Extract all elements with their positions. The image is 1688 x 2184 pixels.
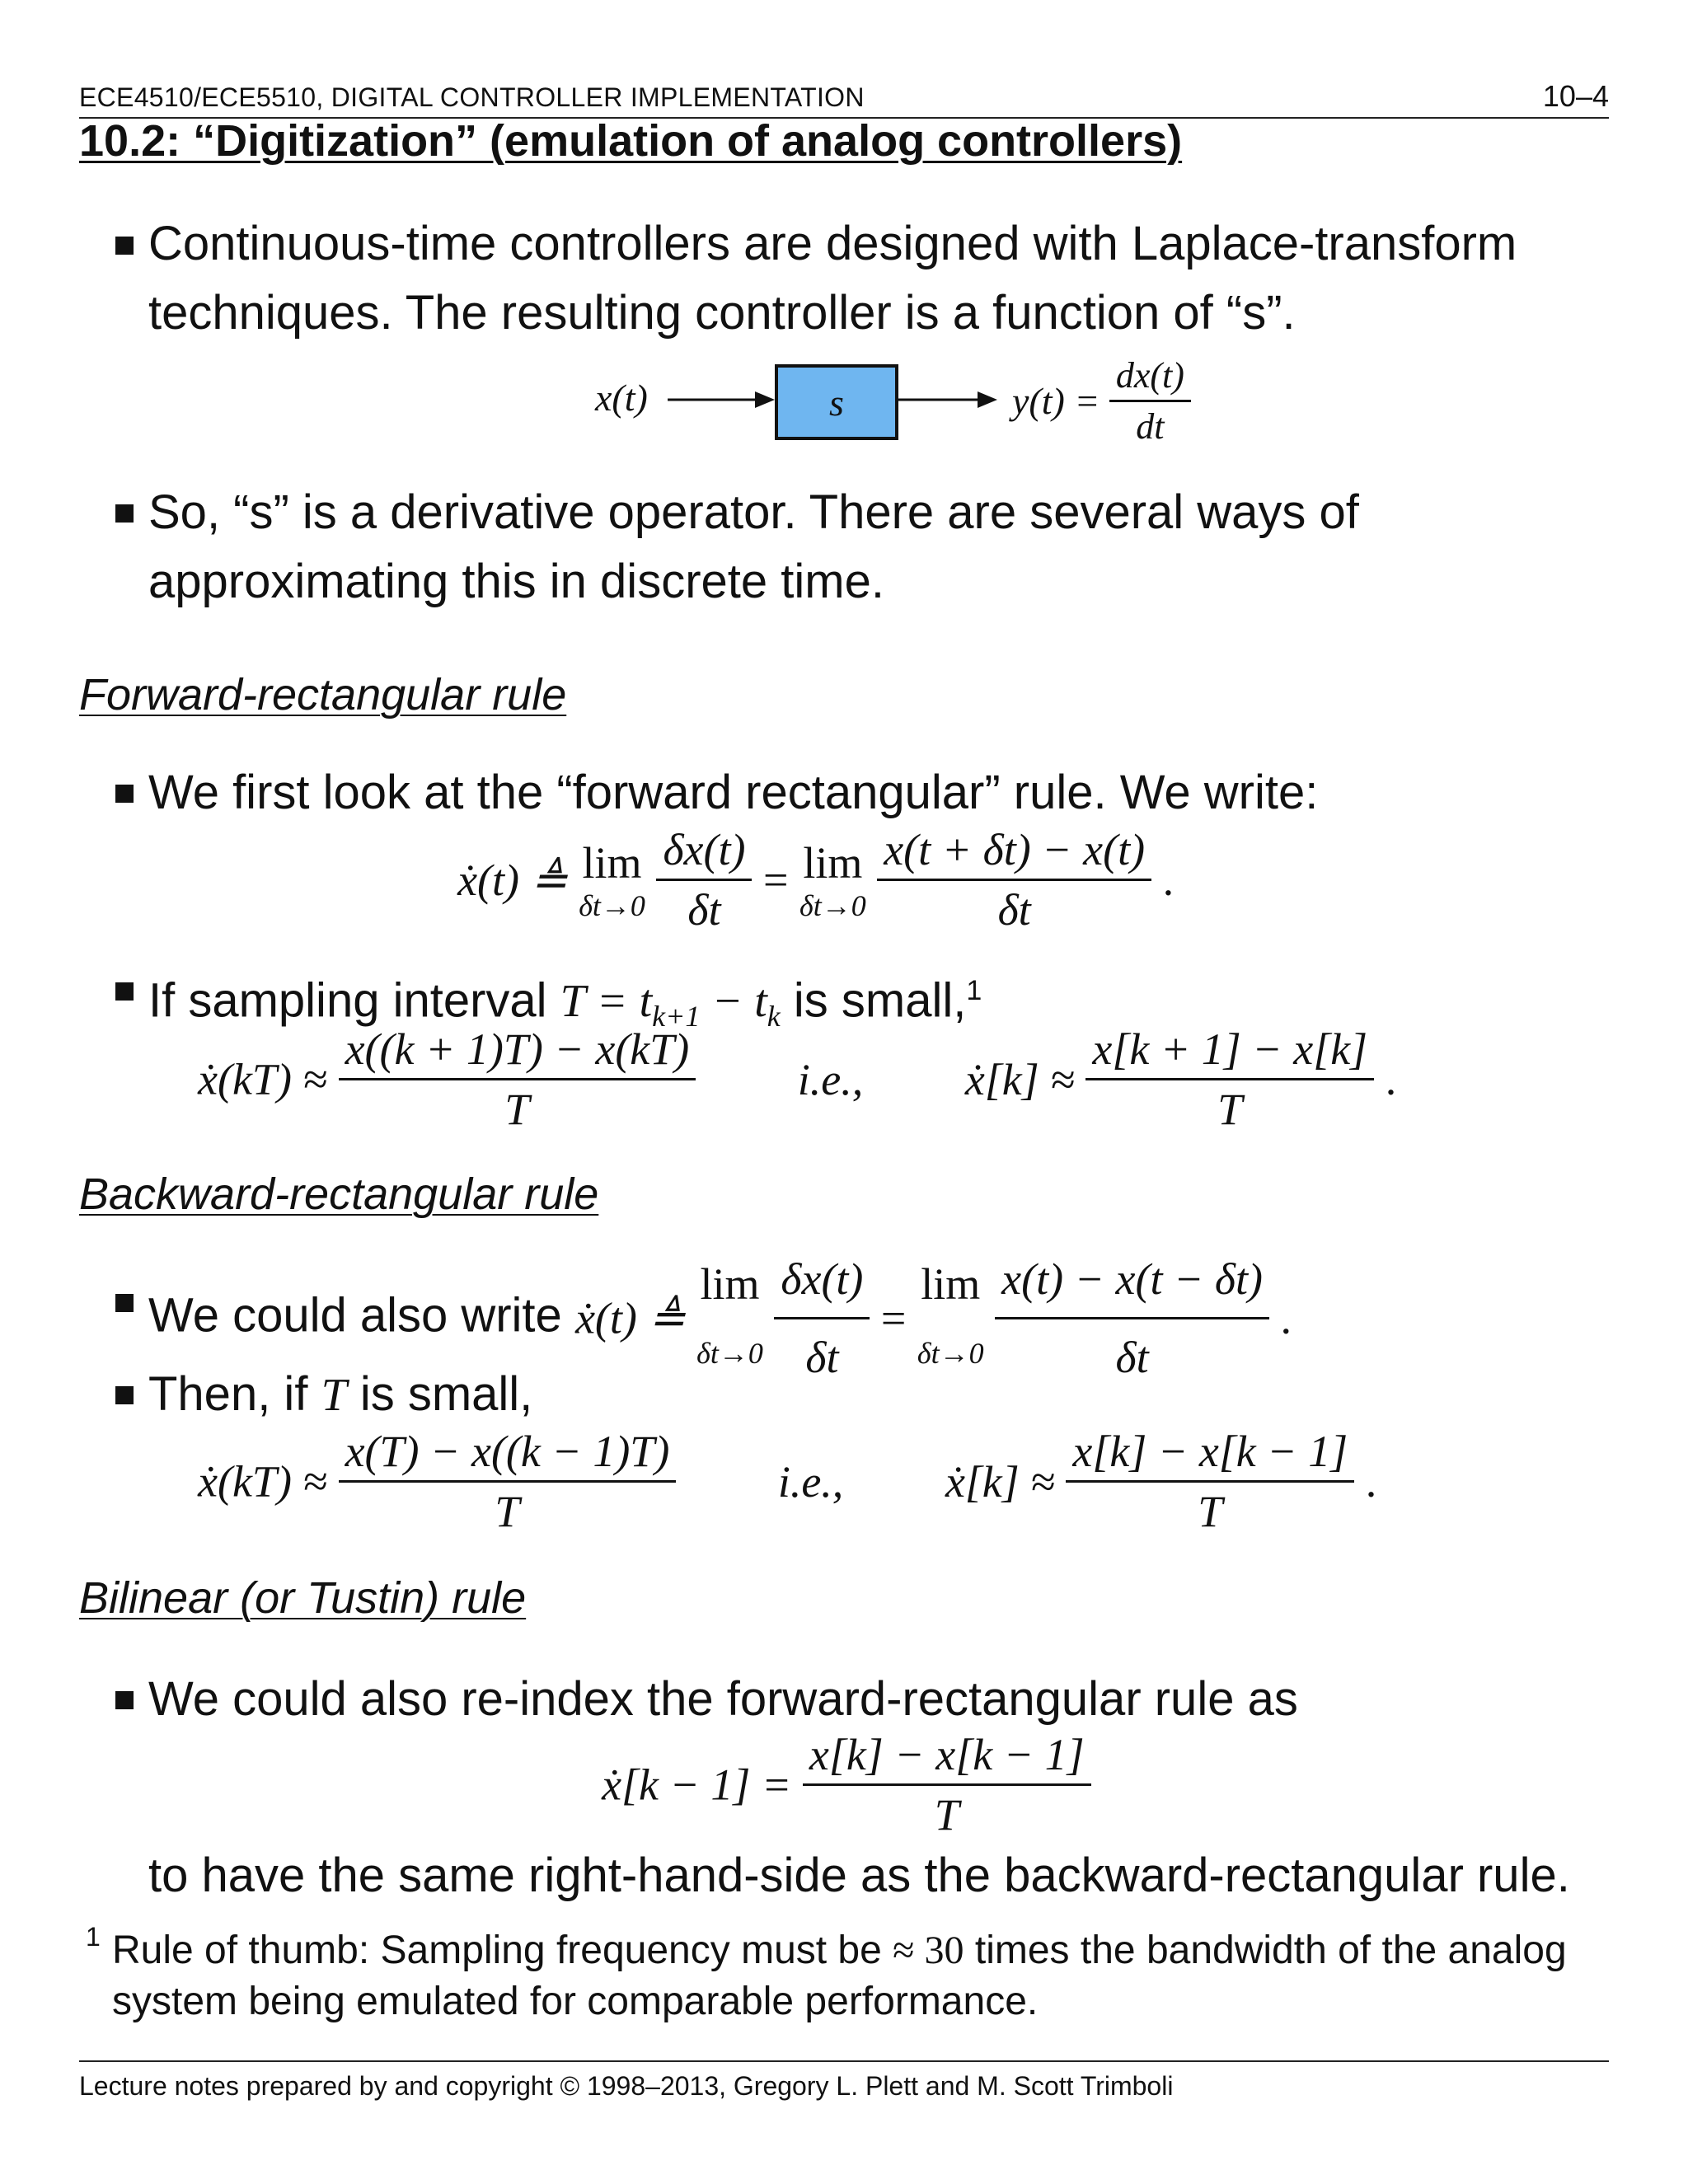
diagram-output-lhs: y(t) =: [1012, 380, 1100, 422]
section-title: 10.2: “Digitization” (emulation of analog controllers): [79, 116, 1183, 166]
limit-label: lim: [803, 837, 863, 888]
bullet-text-tail: is small,: [359, 1367, 533, 1421]
footer-copyright: Lecture notes prepared by and copyright © 1998–2013, Gregory L. Plett and M. Scott Trimboli: [79, 2071, 1174, 2101]
ie-label: i.e.,: [777, 1456, 844, 1507]
bullet-icon: [115, 1386, 134, 1404]
fraction-numerator: dx(t): [1115, 355, 1184, 396]
diagram-output: [1012, 354, 1191, 448]
bilinear-reindex-equation: [602, 1729, 1091, 1840]
bullet-icon: [115, 504, 134, 523]
fraction-numerator: x[k + 1] − x[k]: [1092, 1024, 1368, 1074]
fraction-denominator: δt: [805, 1333, 839, 1382]
backward-bullet-2: [148, 1360, 532, 1430]
footnote: [112, 1925, 1609, 2027]
equation-fraction: [656, 824, 752, 935]
limit-operator: [917, 1249, 984, 1388]
fraction-denominator: δt: [1115, 1333, 1149, 1382]
limit-operator: [799, 837, 866, 923]
fraction-denominator: T: [934, 1790, 959, 1840]
backward-approx-equation: [198, 1426, 1376, 1537]
fraction-numerator: x[k] − x[k − 1]: [809, 1730, 1085, 1779]
fraction-denominator: dt: [1136, 406, 1165, 447]
bullet-text: Then, if: [148, 1367, 308, 1421]
operator-block: [775, 364, 898, 440]
fraction-numerator: x((k + 1)T) − x(kT): [345, 1024, 690, 1074]
fraction-denominator: δt: [997, 885, 1031, 935]
equals-sign: =: [880, 1293, 907, 1343]
limit-operator: [579, 837, 645, 923]
intro-bullet-1: [148, 209, 1517, 348]
operator-block-label: s: [829, 381, 844, 424]
limit-label: lim: [921, 1258, 981, 1309]
footnote-text: times the bandwidth of the analog: [974, 1929, 1567, 1972]
footnote-text: Rule of thumb: Sampling frequency must be: [112, 1929, 882, 1972]
bullet-text: If sampling interval: [148, 973, 547, 1028]
equation-fraction: [803, 1729, 1091, 1840]
equation-fraction: [1085, 1024, 1374, 1135]
sampling-interval-symbol: T: [321, 1370, 347, 1421]
bilinear-tail-text: to have the same right-hand-side as the backward-rectangular rule.: [148, 1849, 1570, 1902]
page-number: 10–4: [1542, 79, 1609, 113]
intro-bullet-2-line-2: approximating this in discrete time.: [148, 555, 884, 608]
equation-fraction: [1066, 1426, 1354, 1537]
sampling-interval-math: $T = t_{k+1} - t_k$: [560, 976, 781, 1033]
fraction-numerator: x(t + δt) − x(t): [884, 825, 1146, 874]
limit-subscript: δt→0: [799, 888, 866, 922]
forward-bullet-1: We first look at the “forward rectangular” rule. We write:: [148, 766, 1319, 819]
equation-fraction: [995, 1244, 1269, 1392]
equation-lhs: ẋ(kT) ≈: [198, 1054, 328, 1104]
footer-divider: [79, 2060, 1609, 2062]
equation-rhs-lhs: ẋ[k] ≈: [964, 1054, 1075, 1104]
fraction-numerator: δx(t): [781, 1254, 864, 1304]
bullet-icon: [115, 982, 134, 1001]
footnote-math: ≈ 30: [893, 1929, 964, 1972]
bullet-icon: [115, 237, 134, 255]
bullet-icon: [115, 785, 134, 803]
forward-definition-equation: [457, 824, 1174, 935]
equals-sign: =: [762, 855, 789, 905]
fraction-denominator: T: [504, 1085, 530, 1134]
bullet-text: We could also write: [148, 1288, 562, 1343]
bilinear-bullet-1: We could also re-index the forward-rectangular rule as: [148, 1672, 1298, 1726]
limit-subscript: δt→0: [579, 888, 645, 922]
backward-rule-heading: Backward-rectangular rule: [79, 1169, 599, 1219]
fraction-numerator: x[k] − x[k − 1]: [1072, 1427, 1348, 1476]
limit-subscript: δt→0: [917, 1336, 984, 1370]
bullet-text-tail: is small,: [793, 973, 967, 1028]
forward-rule-heading: Forward-rectangular rule: [79, 670, 567, 719]
equation-fraction: [774, 1244, 870, 1392]
fraction-denominator: T: [1217, 1085, 1243, 1134]
equation-rhs-lhs: ẋ[k] ≈: [945, 1456, 1055, 1507]
equation-fraction: [339, 1024, 696, 1135]
equation-lhs: ẋ(t) ≜: [457, 855, 568, 905]
footnote-marker: 1: [966, 975, 982, 1006]
limit-label: lim: [700, 1258, 760, 1309]
equation-lhs: ẋ(kT) ≈: [198, 1456, 328, 1507]
equation-fraction: [877, 824, 1151, 935]
ie-label: i.e.,: [797, 1054, 864, 1104]
limit-label: lim: [582, 837, 642, 888]
fraction-numerator: x(T) − x((k − 1)T): [345, 1427, 670, 1476]
equation-period: .: [1385, 1054, 1397, 1104]
footnote-line-1: [112, 1925, 1609, 1976]
forward-approx-equation: [198, 1024, 1396, 1135]
equation-fraction: [339, 1426, 677, 1537]
limit-operator: [696, 1249, 763, 1388]
equation-lhs: ẋ[k − 1] =: [602, 1760, 792, 1810]
equation-period: .: [1365, 1456, 1377, 1507]
bilinear-rule-heading: Bilinear (or Tustin) rule: [79, 1573, 527, 1623]
intro-bullet-1-line-2: techniques. The resulting controller is a function of “s”.: [148, 286, 1296, 340]
footnote-line-2: system being emulated for comparable performance.: [112, 1980, 1039, 2023]
footnote-number: 1: [86, 1922, 101, 1952]
equation-period: .: [1162, 855, 1175, 905]
equation-lhs: ẋ(t) ≜: [574, 1293, 686, 1343]
intro-bullet-2: [148, 478, 1359, 616]
fraction-denominator: T: [1198, 1487, 1223, 1536]
intro-bullet-2-line-1: So, “s” is a derivative operator. There are several ways of: [148, 485, 1359, 539]
fraction-numerator: δx(t): [663, 825, 746, 874]
fraction-denominator: δt: [687, 885, 721, 935]
arrow-right-icon: [668, 383, 775, 416]
equation-period: .: [1280, 1293, 1292, 1343]
diagram-output-fraction: [1109, 354, 1191, 448]
diagram-input-label: x(t): [595, 377, 648, 419]
running-header: ECE4510/ECE5510, DIGITAL CONTROLLER IMPLEMENTATION: [79, 82, 865, 112]
fraction-numerator: x(t) − x(t − δt): [1001, 1254, 1263, 1304]
arrow-right-icon: [898, 383, 997, 416]
limit-subscript: δt→0: [696, 1336, 763, 1370]
bullet-icon: [115, 1294, 134, 1312]
bullet-icon: [115, 1691, 134, 1709]
fraction-denominator: T: [495, 1487, 520, 1536]
intro-bullet-1-line-1: Continuous-time controllers are designed with Laplace-transform: [148, 217, 1517, 270]
